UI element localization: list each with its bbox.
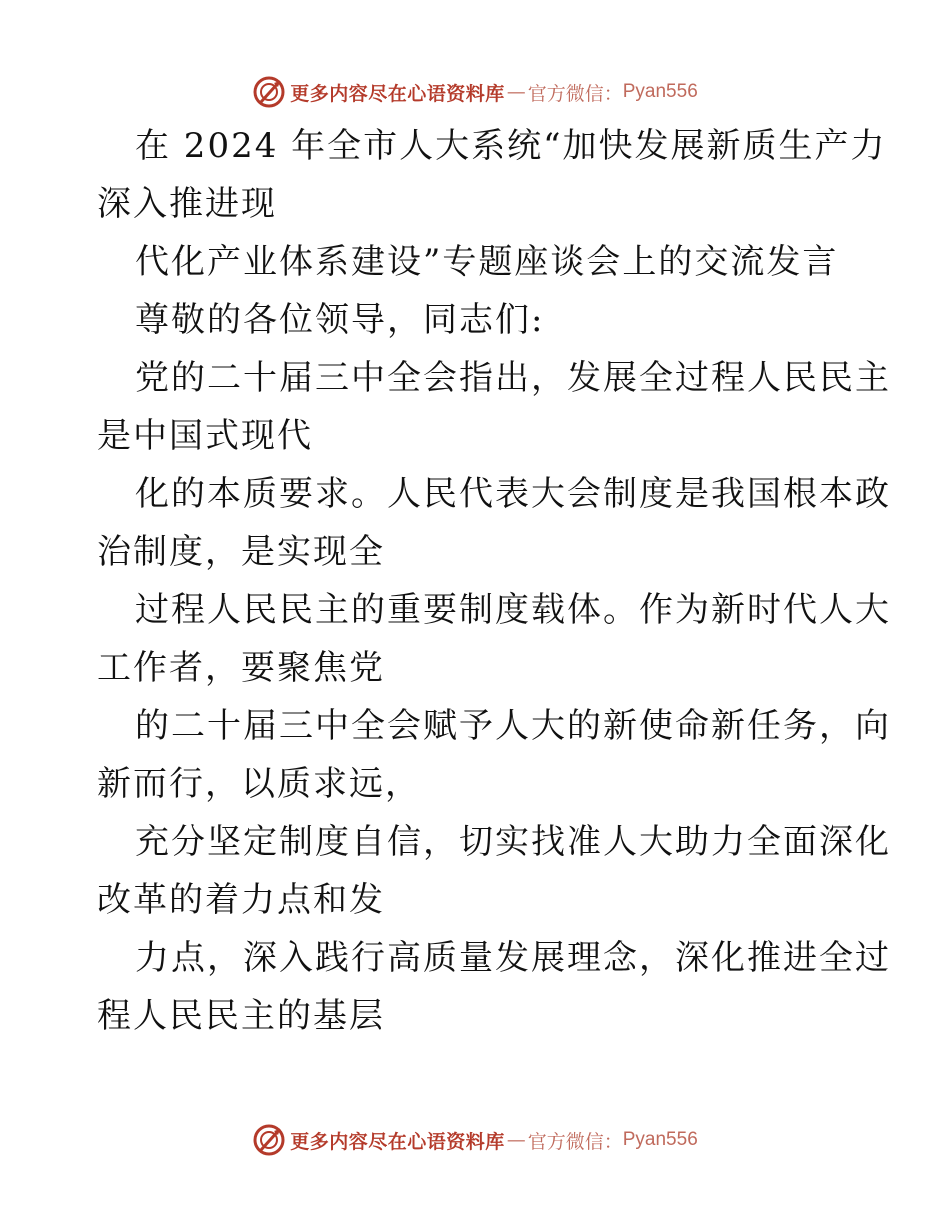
banner-main-text: 更多内容尽在心语资料库 [290, 1130, 505, 1153]
text-line: 在 2024 年全市人大系统“加快发展新质生产力 [135, 126, 887, 166]
text-line: 新而行，以质求远， [97, 764, 421, 804]
banner-wechat-id: Pyan556 [622, 81, 698, 102]
header-banner [0, 72, 950, 112]
document-body [97, 117, 891, 1045]
banner-dash: — [506, 1129, 526, 1151]
banner-sub-text: 官方微信： [527, 1130, 623, 1153]
text-line: 过程人民民主的重要制度载体。作为新时代人大 [135, 590, 891, 630]
text-line: 治制度，是实现全 [97, 532, 385, 572]
text-line: 工作者，要聚焦党 [97, 648, 385, 688]
text-line: 代化产业体系建设”专题座谈会上的交流发言 [135, 242, 839, 282]
footer-banner [0, 1120, 950, 1160]
banner-main-text: 更多内容尽在心语资料库 [290, 82, 505, 105]
brand-logo-icon [252, 1123, 286, 1157]
brand-logo-icon [252, 75, 286, 109]
text-line: 党的二十届三中全会指出，发展全过程人民民主 [135, 358, 891, 398]
text-line: 深入推进现 [97, 184, 277, 224]
text-line: 是中国式现代 [97, 416, 313, 456]
banner-dash: — [506, 81, 526, 103]
banner-wechat-id: Pyan556 [622, 1129, 698, 1150]
text-line: 的二十届三中全会赋予人大的新使命新任务，向 [135, 706, 891, 746]
text-line: 尊敬的各位领导，同志们: [135, 300, 545, 340]
banner-sub-text: 官方微信： [527, 82, 623, 105]
text-line: 化的本质要求。人民代表大会制度是我国根本政 [135, 474, 891, 514]
text-line: 程人民民主的基层 [97, 996, 385, 1036]
text-line: 改革的着力点和发 [97, 880, 385, 920]
text-line: 力点，深入践行高质量发展理念，深化推进全过 [135, 938, 891, 978]
text-line: 充分坚定制度自信，切实找准人大助力全面深化 [135, 822, 891, 862]
